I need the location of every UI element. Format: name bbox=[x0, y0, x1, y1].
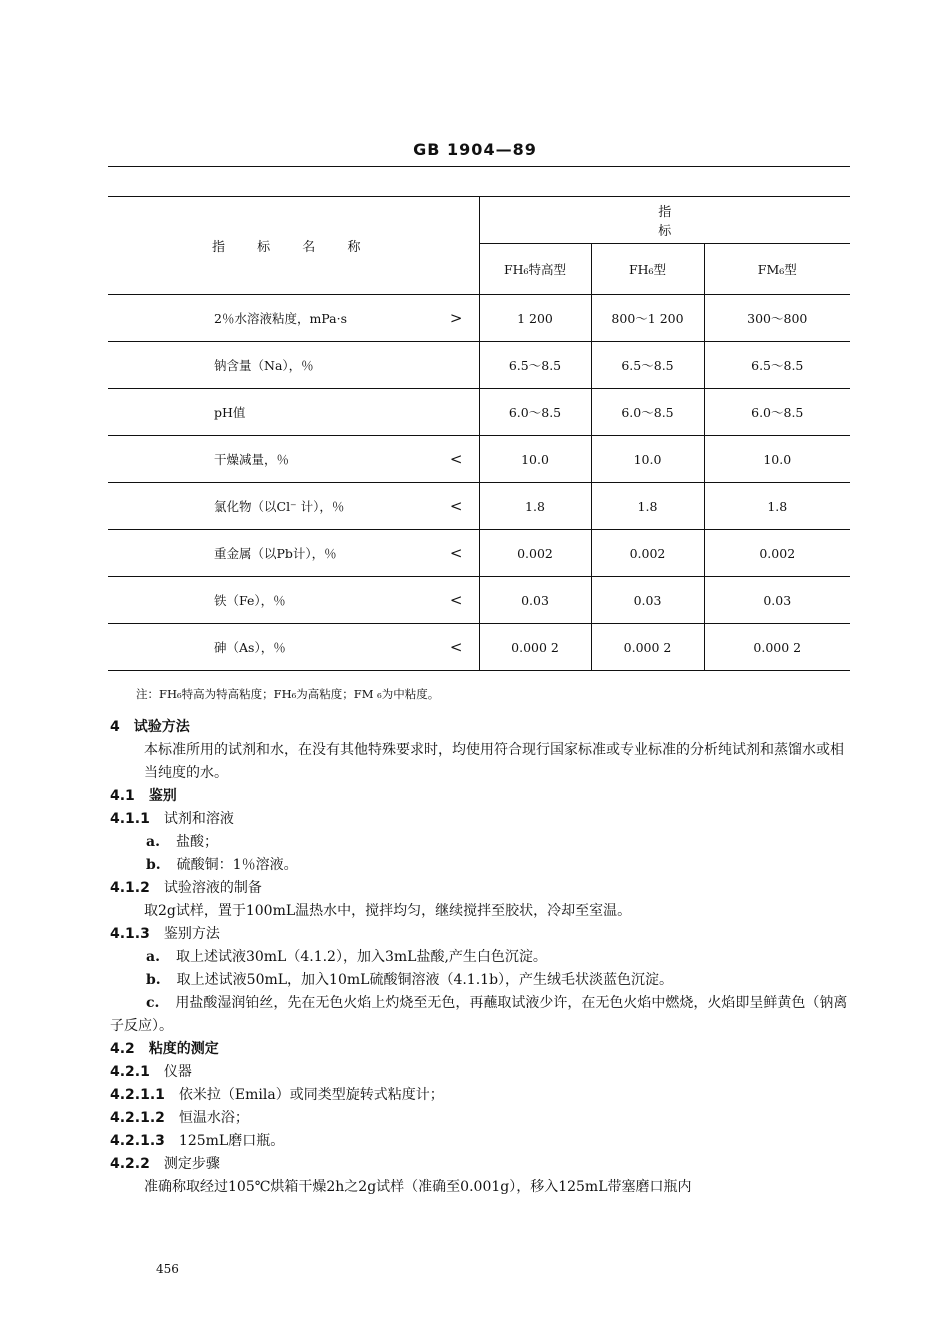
row-name: 钠含量（Na），％ bbox=[214, 358, 314, 373]
list-item: a. 盐酸； bbox=[146, 834, 218, 850]
row-name: 干燥减量，％ bbox=[214, 452, 290, 467]
table-row bbox=[108, 483, 850, 530]
header-rule bbox=[108, 166, 850, 167]
table-note: 注：FH₆特高为特高粘度；FH₆为高粘度；FM ₆为中粘度。 bbox=[136, 687, 440, 701]
cell-value: 0.000 2 bbox=[591, 624, 704, 671]
table-row bbox=[108, 624, 850, 671]
section-heading: 4.1.3 鉴别方法 bbox=[110, 926, 220, 942]
cell-value: 6.0～8.5 bbox=[591, 389, 704, 436]
section-heading: 4.2 粘度的测定 bbox=[110, 1041, 219, 1057]
row-sign: > bbox=[449, 309, 463, 327]
cell-value: 0.03 bbox=[479, 577, 591, 624]
cell-value: 6.5～8.5 bbox=[704, 342, 850, 389]
cell-value: 0.002 bbox=[479, 530, 591, 577]
cell-value: 300～800 bbox=[704, 295, 850, 342]
section-heading: 4.2.1 仪器 bbox=[110, 1064, 192, 1080]
document-body bbox=[110, 716, 852, 1199]
row-sign: < bbox=[449, 591, 463, 609]
section-heading: 4.1 鉴别 bbox=[110, 788, 177, 804]
cell-value: 0.000 2 bbox=[704, 624, 850, 671]
table-row bbox=[108, 389, 850, 436]
list-item: a. 取上述试液30mL（4.1.2），加入3mL盐酸,产生白色沉淀。 bbox=[146, 949, 547, 965]
row-sign: < bbox=[449, 544, 463, 562]
section-heading: 4.2.1.1 依米拉（Emila）或同类型旋转式粘度计； bbox=[110, 1087, 444, 1103]
cell-value: 10.0 bbox=[479, 436, 591, 483]
cell-value: 1.8 bbox=[479, 483, 591, 530]
section-heading: 4.2.1.2 恒温水浴； bbox=[110, 1110, 249, 1126]
row-name: 重金属（以Pb计），％ bbox=[214, 546, 337, 561]
name-header: 指 标 名 称 bbox=[108, 197, 479, 295]
table-header-row bbox=[108, 197, 850, 244]
paragraph: 准确称取经过105℃烘箱干燥2h之2g试样（准确至0.001g），移入125mL带塞磨口瓶内 bbox=[144, 1179, 692, 1195]
section-heading: 4 试验方法 bbox=[110, 719, 190, 735]
document-header: GB 1904—89 bbox=[413, 140, 537, 159]
cell-value: 1.8 bbox=[704, 483, 850, 530]
row-name: 2％水溶液粘度，mPa·s bbox=[214, 311, 347, 326]
table-row bbox=[108, 530, 850, 577]
index-header: 指 标 bbox=[479, 197, 850, 244]
row-sign: < bbox=[449, 450, 463, 468]
cell-value: 800～1 200 bbox=[591, 295, 704, 342]
section-heading: 4.2.1.3 125mL磨口瓶。 bbox=[110, 1133, 285, 1149]
page-number: 456 bbox=[156, 1262, 179, 1276]
cell-value: 1 200 bbox=[479, 295, 591, 342]
spec-table bbox=[108, 196, 850, 671]
list-item: b. 硫酸铜：1％溶液。 bbox=[146, 857, 298, 873]
row-name: 氯化物（以Cl⁻ 计），％ bbox=[214, 499, 345, 514]
section-heading: 4.1.2 试验溶液的制备 bbox=[110, 880, 262, 896]
cell-value: 0.000 2 bbox=[479, 624, 591, 671]
cell-value: 6.0～8.5 bbox=[479, 389, 591, 436]
cell-value: 0.03 bbox=[591, 577, 704, 624]
cell-value: 6.5～8.5 bbox=[591, 342, 704, 389]
section-heading: 4.2.2 测定步骤 bbox=[110, 1156, 220, 1172]
table-row bbox=[108, 577, 850, 624]
paragraph: 取2g试样，置于100mL温热水中，搅拌均匀，继续搅拌至胶状，冷却至室温。 bbox=[144, 903, 632, 919]
section-heading: 4.1.1 试剂和溶液 bbox=[110, 811, 234, 827]
list-item: b. 取上述试液50mL，加入10mL硫酸铜溶液（4.1.1b），产生绒毛状淡蓝色沉淀。 bbox=[146, 972, 674, 988]
cell-value: 0.002 bbox=[591, 530, 704, 577]
table-row bbox=[108, 295, 850, 342]
col-header-fh6: FH₆型 bbox=[591, 244, 704, 295]
list-item: c. 用盐酸湿润铂丝，先在无色火焰上灼烧至无色，再蘸取试液少许，在无色火焰中燃烧，火焰即呈鲜黄色（钠离子反应）。 bbox=[110, 995, 848, 1034]
row-sign: < bbox=[449, 638, 463, 656]
row-sign: < bbox=[449, 497, 463, 515]
cell-value: 10.0 bbox=[704, 436, 850, 483]
cell-value: 0.03 bbox=[704, 577, 850, 624]
col-header-fh6-super: FH₆特高型 bbox=[479, 244, 591, 295]
row-name: 铁（Fe），％ bbox=[214, 593, 286, 608]
cell-value: 10.0 bbox=[591, 436, 704, 483]
col-header-fm6: FM₆型 bbox=[704, 244, 850, 295]
paragraph: 本标准所用的试剂和水，在没有其他特殊要求时，均使用符合现行国家标准或专业标准的分析纯试剂和蒸馏水或相当纯度的水。 bbox=[144, 742, 844, 781]
row-name: pH值 bbox=[214, 405, 246, 420]
table-row bbox=[108, 342, 850, 389]
cell-value: 6.0～8.5 bbox=[704, 389, 850, 436]
cell-value: 6.5～8.5 bbox=[479, 342, 591, 389]
cell-value: 1.8 bbox=[591, 483, 704, 530]
cell-value: 0.002 bbox=[704, 530, 850, 577]
table-row bbox=[108, 436, 850, 483]
row-name: 砷（As），％ bbox=[214, 640, 286, 655]
